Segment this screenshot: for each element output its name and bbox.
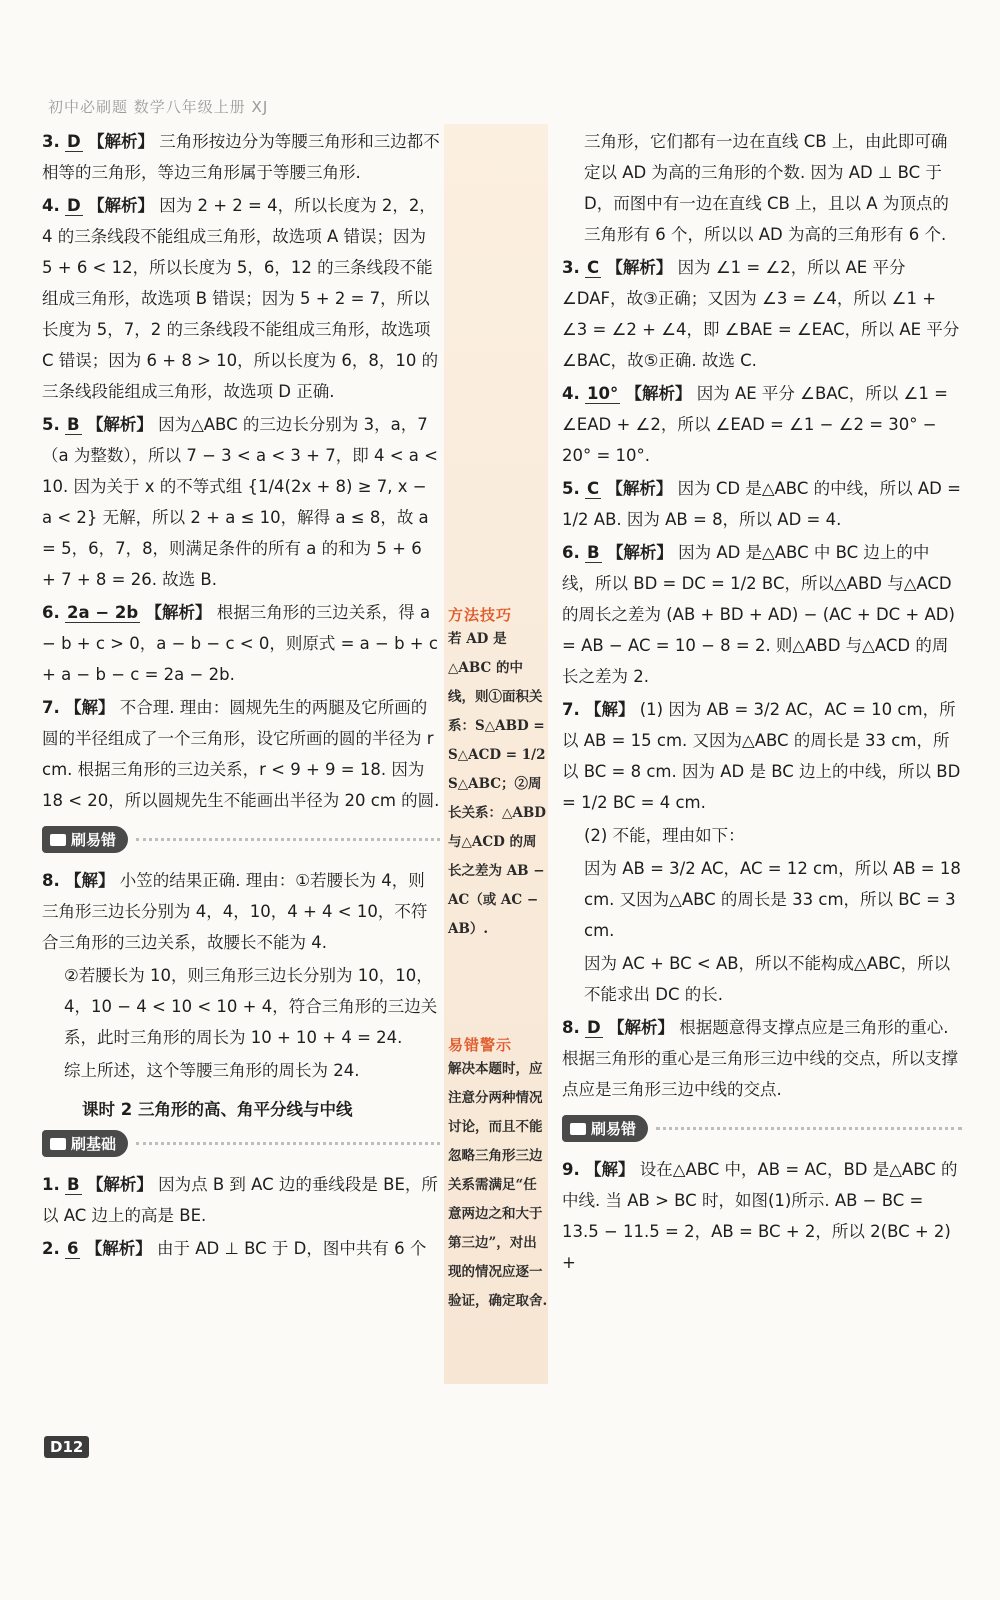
answer-ans: B [67, 415, 80, 434]
answer-num: 7. [562, 700, 580, 719]
answer-body: 根据三角形的三边关系，得 a − b + c > 0，a − b − c < 0，则原式 = a − b + c + a − b − c = 2a − 2b. [42, 603, 438, 684]
answer-item [562, 820, 962, 851]
answer-body: 小笠的结果正确. 理由：①若腰长为 4，则三角形三边长分别为 4，4，10，4 + 4 < 10，不符合三角形的三边关系，故腰长不能为 4. [42, 871, 428, 952]
answer-tag: 【解】 [585, 1160, 635, 1179]
answer-num: 5. [562, 479, 580, 498]
answer-tag: 【解析】 [87, 196, 154, 215]
answer-body: (1) 因为 AB = 3/2 AC，AC = 10 cm，所以 AB = 15 cm. 又因为△ABC 的周长是 33 cm，所以 BC = 8 cm. 因为 AD 是 BC 边上的中线，所以 BD = 1/2 BC = 4 cm. [562, 700, 961, 812]
tip-text-warning: 解决本题时，应注意分两种情况讨论，而且不能忽略三角形三边关系需满足“任意两边之和大于第三边”，对出现的情况应逐一验证，确定取舍. [448, 1061, 548, 1309]
answer-ans: D [67, 132, 81, 151]
answer-num: 8. [42, 871, 60, 890]
answer-num: 4. [562, 384, 580, 403]
answer-tag: 【解】 [585, 700, 635, 719]
left-column [42, 126, 440, 1266]
answer-body: 因为 2 + 2 = 4，所以长度为 2，2，4 的三条线段不能组成三角形，故选项 A 错误；因为 5 + 6 < 12，所以长度为 5，6，12 的三条线段不能组成三角形，故选项 B 错误；因为 5 + 2 = 7，所以长度为 5，7，2 的三条线段不能组成三角形，故选项 C 错误；因为 6 + 8 > 10，所以长度为 6，8，10 的三条线段能组成三角形，故选项 D 正确. [42, 196, 439, 401]
sidebar-tips [444, 124, 548, 1384]
answer-tag: 【解析】 [606, 543, 673, 562]
answer-num: 5. [42, 415, 60, 434]
answer-item [562, 126, 962, 250]
answer-tag: 【解析】 [606, 479, 673, 498]
answer-item [562, 378, 962, 471]
answer-tag: 【解】 [65, 871, 115, 890]
answer-body: 不合理. 理由：圆规先生的两腿及它所画的圆的半径组成了一个三角形，设它所画的圆的半径为 r cm. 根据三角形的三边关系，r < 9 + 9 = 18. 因为 18 < 20，所以圆规先生不能画出半径为 20 cm 的圆. [42, 698, 440, 810]
answer-item [42, 1169, 440, 1231]
answer-ans: D [67, 196, 81, 215]
answer-tag: 【解析】 [87, 132, 154, 151]
answer-num: 6. [42, 603, 60, 622]
answer-num: 3. [562, 258, 580, 277]
answer-item [42, 1055, 440, 1086]
answer-body: 根据题意得支撑点应是三角形的重心. 根据三角形的重心是三角形三边中线的交点，所以支撑点应是三角形三边中线的交点. [562, 1018, 958, 1099]
section-banner-errors-right: 刷易错 [562, 1115, 962, 1142]
answer-num: 8. [562, 1018, 580, 1037]
answer-ans: B [587, 543, 600, 562]
answer-tag: 【解析】 [86, 415, 153, 434]
page-number: D12 [44, 1436, 89, 1458]
answer-item [42, 865, 440, 958]
answer-item [42, 126, 440, 188]
answer-item [42, 409, 440, 595]
answer-ans: C [587, 258, 600, 277]
dotted-divider [136, 838, 440, 841]
answer-ans: 6 [67, 1239, 79, 1258]
answer-item [562, 537, 962, 692]
answer-item [562, 694, 962, 818]
answer-body: 因为 AD 是△ABC 中 BC 边上的中线，所以 BD = DC = 1/2 BC，所以△ABD 与△ACD 的周长之差为 (AB + BD + AD) − (AC + DC + AD) = AB − AC = 10 − 8 = 2. 则△ABD 与△ACD 的周长之差为 2. [562, 543, 955, 686]
tip-title-method: 方法技巧 [448, 606, 513, 624]
answer-tag: 【解析】 [85, 1239, 152, 1258]
running-header: 初中必刷题 数学八年级上册 XJ [48, 98, 269, 116]
answer-body: (2) 不能，理由如下： [584, 826, 745, 845]
section-banner-basics: 刷基础 [42, 1130, 440, 1157]
answer-num: 1. [42, 1175, 60, 1194]
dotted-divider [136, 1142, 440, 1145]
answer-body: 设在△ABC 中，AB = AC，BD 是△ABC 的中线. 当 AB > BC 时，如图(1)所示. AB − BC = 13.5 − 11.5 = 2，AB = BC + 2，所以 2(BC + 2) + [562, 1160, 958, 1272]
answer-body: 因为 AB = 3/2 AC，AC = 12 cm，所以 AB = 18 cm. 又因为△ABC 的周长是 33 cm，所以 BC = 3 cm. [584, 859, 961, 940]
book-icon [570, 1123, 586, 1135]
answer-tag: 【解析】 [607, 1018, 674, 1037]
answer-tag: 【解析】 [625, 384, 692, 403]
answer-body: 三角形，它们都有一边在直线 CB 上，由此即可确定以 AD 为高的三角形的个数. 因为 AD ⊥ BC 于 D，而图中有一边在直线 CB 上，且以 A 为顶点的三角形有 6 个，所以以 AD 为高的三角形有 6 个. [584, 132, 949, 244]
answer-body: 因为 AE 平分 ∠BAC，所以 ∠1 = ∠EAD + ∠2，所以 ∠EAD = ∠1 − ∠2 = 30° − 20° = 10°. [562, 384, 948, 465]
answer-num: 9. [562, 1160, 580, 1179]
answer-num: 2. [42, 1239, 60, 1258]
answer-num: 6. [562, 543, 580, 562]
answer-num: 3. [42, 132, 60, 151]
answer-ans: 10° [587, 384, 619, 403]
answer-item [562, 1154, 962, 1278]
answer-tag: 【解析】 [606, 258, 673, 277]
answer-item [42, 190, 440, 407]
answer-item [42, 960, 440, 1053]
right-column [562, 126, 962, 1280]
answer-ans: D [587, 1018, 601, 1037]
answer-body: 因为△ABC 的三边长分别为 3，a，7（a 为整数），所以 7 − 3 < a < 3 + 7，即 4 < a < 10. 因为关于 x 的不等式组 {1/4(2x + 8) ≥ 7, x − a < 2} 无解，所以 2 + a ≤ 10，解得 a ≤ 8，故 a = 5，6，7，8，则满足条件的所有 a 的和为 5 + 6 + 7 + 8 = 26. 故选 B. [42, 415, 438, 589]
answer-item [42, 1233, 440, 1264]
answer-item [562, 1012, 962, 1105]
answer-tag: 【解析】 [145, 603, 212, 622]
answer-tag: 【解析】 [86, 1175, 153, 1194]
tip-title-warning: 易错警示 [448, 1036, 513, 1054]
answer-item [42, 597, 440, 690]
section-banner-errors: 刷易错 [42, 826, 440, 853]
answer-item [562, 853, 962, 946]
answer-body: 由于 AD ⊥ BC 于 D，图中共有 6 个 [156, 1239, 427, 1258]
answer-tag: 【解】 [65, 698, 115, 717]
answer-body: 因为 ∠1 = ∠2，所以 AE 平分 ∠DAF，故③正确；又因为 ∠3 = ∠4，所以 ∠1 + ∠3 = ∠2 + ∠4，即 ∠BAE = ∠EAC，所以 AE 平分 ∠BAC，故⑤正确. 故选 C. [562, 258, 960, 370]
book-icon [50, 834, 66, 846]
answer-num: 4. [42, 196, 60, 215]
answer-item [562, 948, 962, 1010]
answer-item [562, 252, 962, 376]
answer-ans: B [67, 1175, 80, 1194]
answer-num: 7. [42, 698, 60, 717]
answer-item [42, 692, 440, 816]
answer-body: 因为点 B 到 AC 边的垂线段是 BE，所以 AC 边上的高是 BE. [42, 1175, 438, 1225]
answer-body: ②若腰长为 10，则三角形三边长分别为 10，10，4，10 − 4 < 10 < 10 + 4，符合三角形的三边关系，此时三角形的周长为 10 + 10 + 4 = 24. [64, 966, 438, 1047]
lesson-title: 课时 2 三角形的高、角平分线与中线 [82, 1100, 353, 1119]
answer-item [562, 473, 962, 535]
answer-body: 因为 CD 是△ABC 的中线，所以 AD = 1/2 AB. 因为 AB = 8，所以 AD = 4. [562, 479, 961, 529]
answer-body: 三角形按边分为等腰三角形和三边都不相等的三角形，等边三角形属于等腰三角形. [42, 132, 440, 182]
answer-ans: 2a − 2b [67, 603, 139, 622]
dotted-divider [656, 1127, 962, 1130]
tip-text-method: 若 AD 是△ABC 的中线，则①面积关系：S△ABD = S△ACD = 1/2 S△ABC；②周长关系：△ABD 与△ACD 的周长之差为 AB − AC（或 AC − AB）. [448, 631, 546, 937]
answer-ans: C [587, 479, 600, 498]
answer-body: 因为 AC + BC < AB，所以不能构成△ABC，所以不能求出 DC 的长. [584, 954, 951, 1004]
answer-body: 综上所述，这个等腰三角形的周长为 24. [64, 1061, 360, 1080]
book-icon [50, 1138, 66, 1150]
